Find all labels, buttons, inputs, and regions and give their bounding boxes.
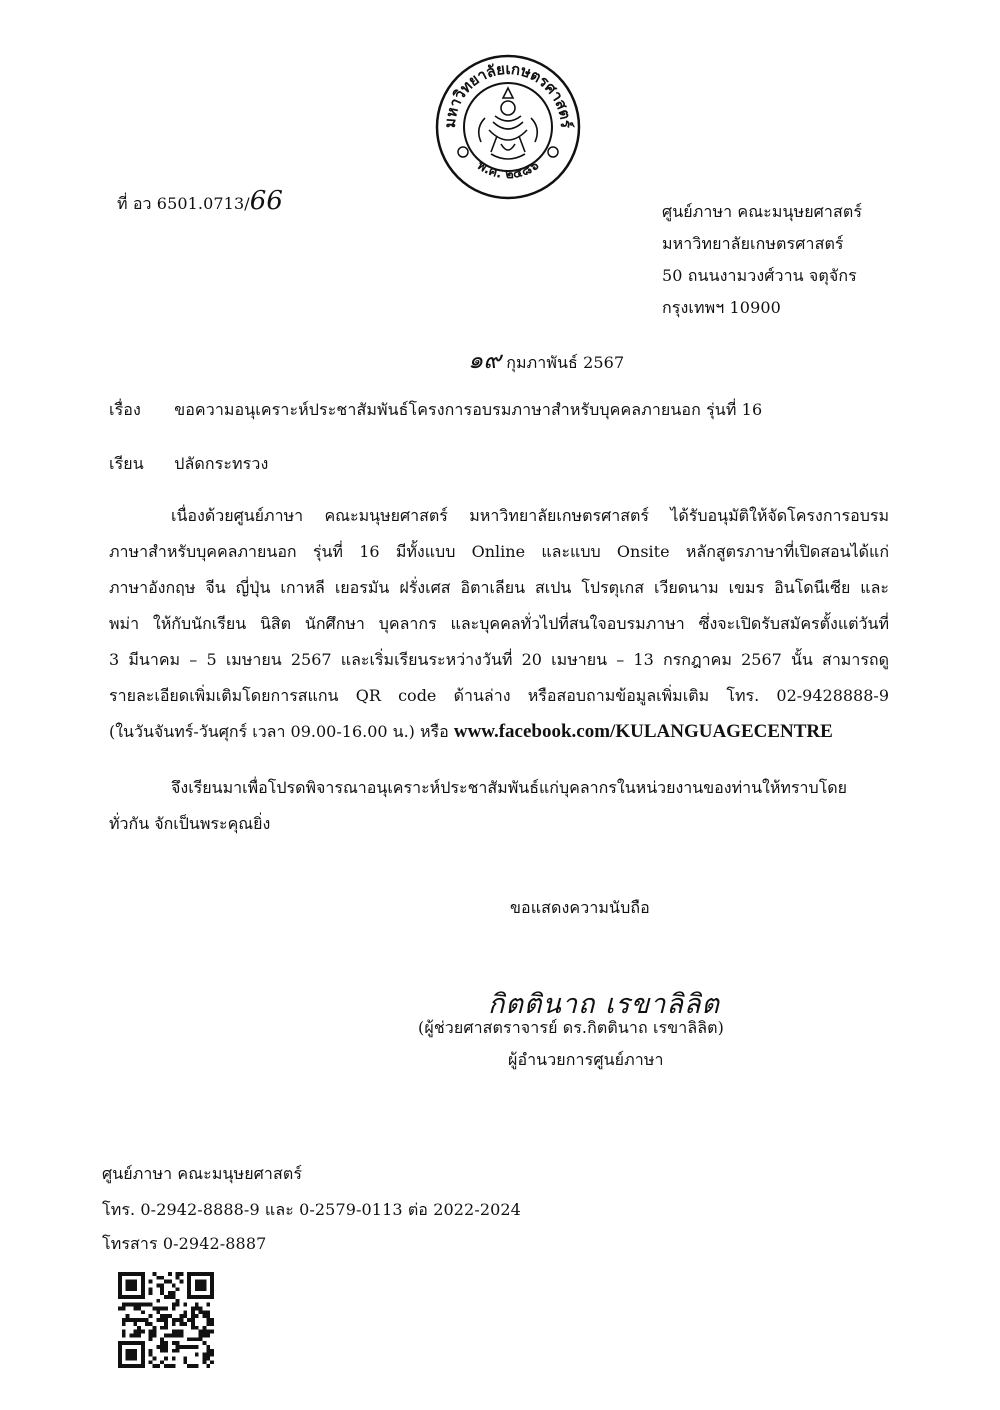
recipient-text: ปลัดกระทรวง (174, 454, 269, 473)
letter-date (468, 340, 624, 379)
university-seal-logo (433, 52, 583, 202)
sender-address-line-1: ศูนย์ภาษา คณะมนุษยศาสตร์ (662, 202, 863, 221)
signer-name: (ผู้ช่วยศาสตราจารย์ ดร.กิตตินาถ เรขาลิลิต) (418, 1018, 724, 1037)
facebook-url-link[interactable]: www.facebook.com/KULANGUAGECENTRE (453, 721, 833, 742)
sender-address-line-3: 50 ถนนงามวงศ์วาน จตุจักร (662, 266, 857, 285)
body-paragraph-1-line: ภาษาสำหรับบุคคลภายนอก รุ่นที่ 16 มีทั้งแบบ Online และแบบ Onsite หลักสูตรภาษาที่เปิดสอนได้แก่ (109, 542, 889, 561)
seal-ring-text: มหาวิทยาลัยเกษตรศาสตร์ (440, 59, 576, 129)
svg-text:พ.ศ. ๒๔๘๖ (474, 158, 542, 182)
contact-hours-text: (ในวันจันทร์-วันศุกร์ เวลา 09.00-16.00 น.) หรือ (109, 722, 454, 741)
body-paragraph-1-line: ภาษาอังกฤษ จีน ญี่ปุ่น เกาหลี เยอรมัน ฝรั่งเศส อิตาเลียน สเปน โปรตุเกส เวียดนาม เขมร อินโดนีเซีย และ (109, 578, 889, 597)
body-paragraph-2-line: จึงเรียนมาเพื่อโปรดพิจารณาอนุเคราะห์ประชาสัมพันธ์แก่บุคลากรในหน่วยงานของท่านให้ทราบโดย (171, 778, 848, 797)
recipient-label: เรียน (109, 454, 144, 473)
body-paragraph-1-line: เนื่องด้วยศูนย์ภาษา คณะมนุษยศาสตร์ มหาวิทยาลัยเกษตรศาสตร์ ได้รับอนุมัติให้จัดโครงการอบรม (171, 506, 889, 525)
signer-title: ผู้อำนวยการศูนย์ภาษา (508, 1050, 664, 1069)
footer-fax: โทรสาร 0-2942-8887 (102, 1234, 267, 1253)
body-paragraph-1-line: พม่า ให้กับนักเรียน นิสิต นักศึกษา บุคลากร และบุคคลทั่วไปที่สนใจอบรมภาษา ซึ่งจะเปิดรับสมัครตั้งแต่วันที่ (109, 614, 889, 633)
recipient-line (109, 452, 268, 477)
qr-code-image[interactable] (118, 1272, 214, 1368)
document-number-prefix: ที่ อว 6501.0713/ (117, 194, 250, 213)
body-paragraph-1-line: 3 มีนาคม – 5 เมษายน 2567 และเริ่มเรียนระหว่างวันที่ 20 เมษายน – 13 กรกฎาคม 2567 นั้น สามารถดู (109, 650, 889, 669)
document-number-handwritten: 66 (249, 186, 284, 216)
sender-address-line-4: กรุงเทพฯ 10900 (662, 298, 781, 317)
body-paragraph-1-last-line (109, 714, 889, 750)
seal-year-text: พ.ศ. ๒๔๘๖ (474, 158, 542, 183)
subject-text: ขอความอนุเคราะห์ประชาสัมพันธ์โครงการอบรมภาษาสำหรับบุคคลภายนอก รุ่นที่ 16 (174, 400, 763, 419)
handwritten-signature: กิตตินาถ เรขาลิลิต (488, 989, 720, 1020)
document-number (117, 186, 283, 217)
subject-line (109, 398, 762, 423)
body-paragraph-2 (109, 770, 889, 842)
svg-text:มหาวิทยาลัยเกษตรศาสตร์ (441, 60, 575, 129)
footer-department: ศูนย์ภาษา คณะมนุษยศาสตร์ (102, 1164, 303, 1183)
body-paragraph-1 (109, 498, 889, 750)
footer-phone: โทร. 0-2942-8888-9 และ 0-2579-0113 ต่อ 2022-2024 (102, 1200, 521, 1219)
body-paragraph-1-line: รายละเอียดเพิ่มเติมโดยการสแกน QR code ด้านล่าง หรือสอบถามข้อมูลเพิ่มเติม โทร. 02-9428888-9 (109, 686, 889, 705)
subject-label: เรื่อง (109, 400, 141, 419)
date-month-year: กุมภาพันธ์ 2567 (506, 353, 625, 372)
body-paragraph-2-line: ทั่วกัน จักเป็นพระคุณยิ่ง (109, 814, 271, 833)
sender-address-line-2: มหาวิทยาลัยเกษตรศาสตร์ (662, 234, 844, 253)
closing-text: ขอแสดงความนับถือ (510, 898, 650, 917)
date-handwritten-day: ๑๙ (468, 346, 502, 374)
